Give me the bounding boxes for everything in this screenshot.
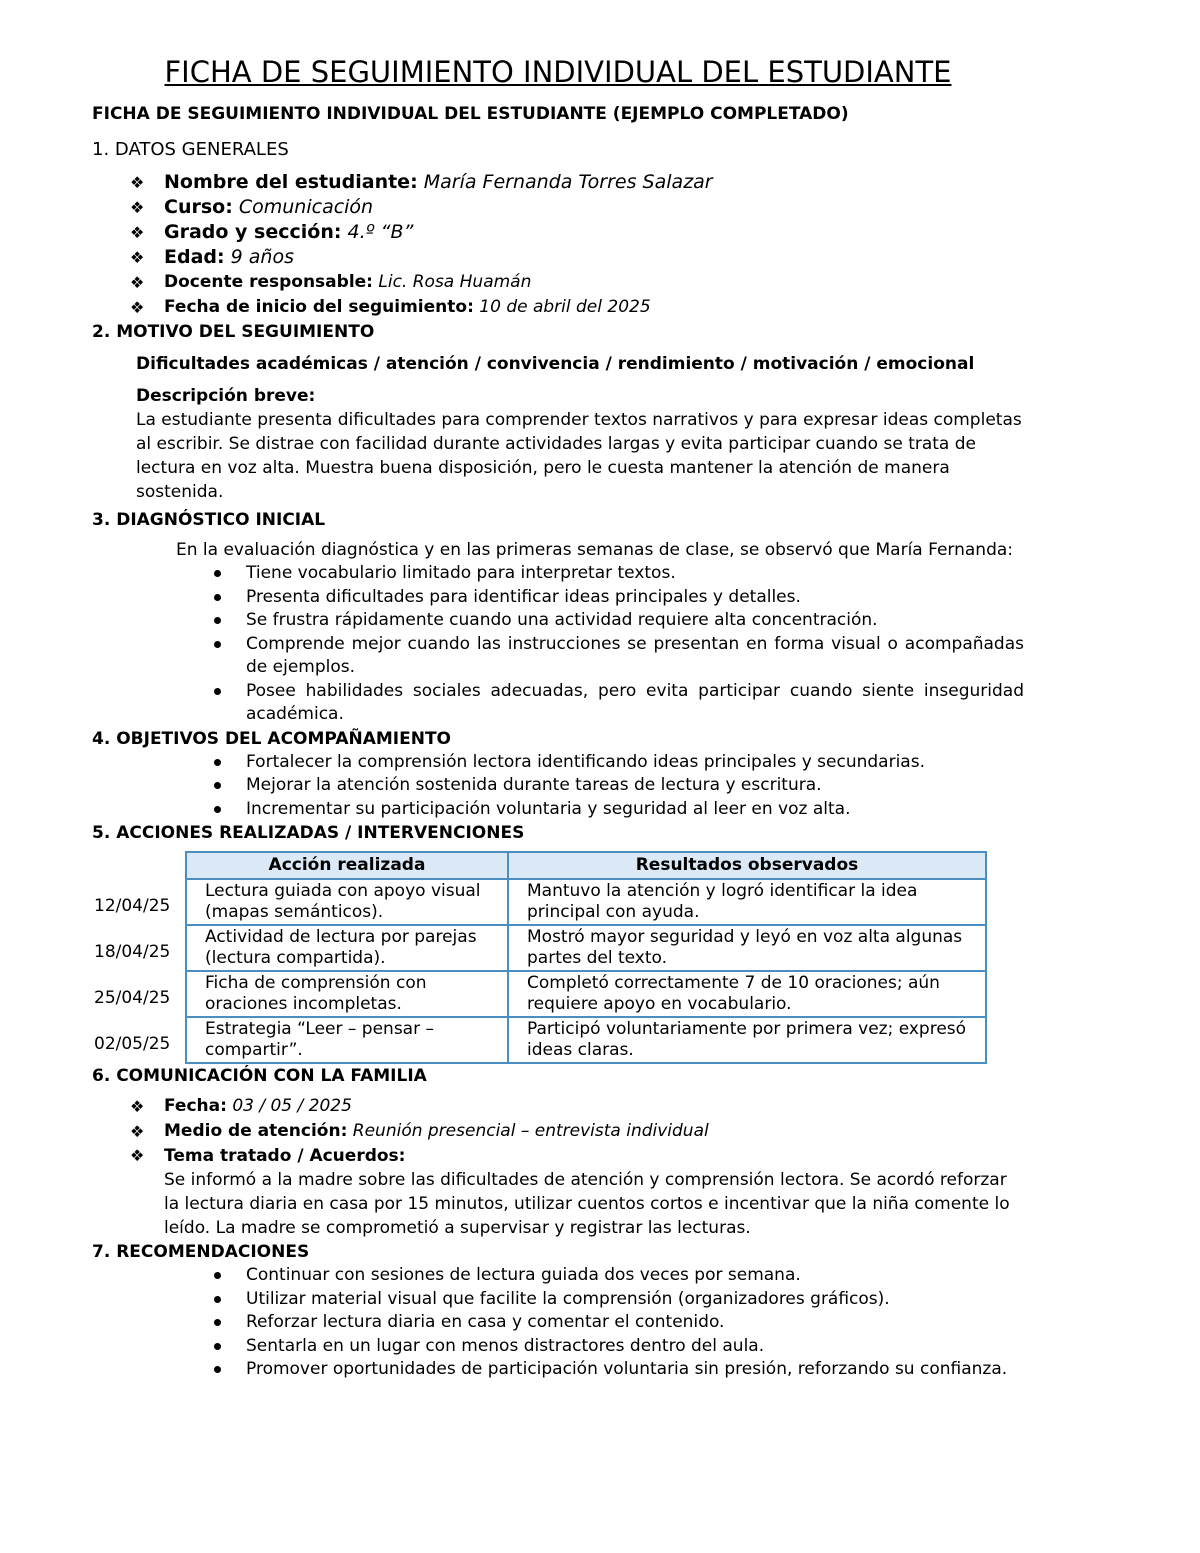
field-value: 4.º “B” xyxy=(347,221,414,243)
objetivos-list xyxy=(212,751,1024,822)
list-item-text: Comprende mejor cuando las instrucciones se presentan en forma visual o acompañadas de ejemplos. xyxy=(246,633,1024,677)
diamond-bullet-icon: ❖ xyxy=(130,248,145,267)
diamond-bullet-icon: ❖ xyxy=(130,173,145,192)
row-accion: Estrategia “Leer – pensar – compartir”. xyxy=(186,1017,508,1063)
descripcion-label: Descripción breve: xyxy=(136,386,316,406)
bullet-icon xyxy=(214,1272,221,1279)
acuerdos-text: Se informó a la madre sobre las dificultades de atención y comprensión lectora. Se acordó reforzar la lectura diaria en casa por 15 minutos, utilizar cuentos cortos e incentivar que la niña comente lo leído. La madre se comprometió a supervisar y registrar las lecturas. xyxy=(164,1170,1010,1238)
list-item-text: Reforzar lectura diaria en casa y comentar el contenido. xyxy=(246,1312,725,1332)
list-item xyxy=(212,751,1024,775)
bullet-icon xyxy=(214,688,221,695)
list-item xyxy=(212,680,1024,727)
acciones-table xyxy=(92,851,987,1064)
field-label: Fecha: xyxy=(164,1096,227,1116)
list-item xyxy=(212,774,1024,798)
field-label: Grado y sección: xyxy=(164,221,342,243)
row-accion: Lectura guiada con apoyo visual (mapas semánticos). xyxy=(186,879,508,925)
section-heading-datos: 1. DATOS GENERALES xyxy=(92,139,289,160)
recomendaciones-list xyxy=(212,1264,1024,1382)
row-accion: Ficha de comprensión con oraciones incompletas. xyxy=(186,971,508,1017)
bullet-icon xyxy=(214,759,221,766)
document-subtitle: FICHA DE SEGUIMIENTO INDIVIDUAL DEL ESTUDIANTE (EJEMPLO COMPLETADO) xyxy=(92,104,849,124)
list-item xyxy=(130,295,1024,320)
diamond-bullet-icon: ❖ xyxy=(130,198,145,217)
field-label: Edad: xyxy=(164,246,225,268)
list-item xyxy=(130,195,1024,220)
diamond-bullet-icon: ❖ xyxy=(130,223,145,242)
document-page xyxy=(92,52,1024,1382)
row-resultado: Mantuvo la atención y logró identificar la idea principal con ayuda. xyxy=(508,879,986,925)
list-item-text: Utilizar material visual que facilite la comprensión (organizadores gráficos). xyxy=(246,1288,890,1309)
field-value: 03 / 05 / 2025 xyxy=(232,1096,352,1116)
list-item xyxy=(212,1311,1024,1335)
list-item-text: Promover oportunidades de participación voluntaria sin presión, reforzando su confianza. xyxy=(246,1359,1008,1379)
list-item-text: Mejorar la atención sostenida durante tareas de lectura y escritura. xyxy=(246,775,822,795)
list-item xyxy=(130,270,1024,295)
row-date: 18/04/25 xyxy=(94,941,171,962)
row-date: 25/04/25 xyxy=(94,987,171,1008)
diamond-bullet-icon: ❖ xyxy=(130,1122,145,1141)
field-label: Curso: xyxy=(164,196,233,218)
table-corner xyxy=(92,852,186,879)
row-resultado: Mostró mayor seguridad y leyó en voz alta algunas partes del texto. xyxy=(508,925,986,971)
field-label: Nombre del estudiante: xyxy=(164,171,418,193)
motivo-categorias: Dificultades académicas / atención / convivencia / rendimiento / motivación / emocional xyxy=(136,354,975,374)
list-item xyxy=(130,1119,1024,1144)
list-item-text: Incrementar su participación voluntaria y seguridad al leer en voz alta. xyxy=(246,798,851,819)
field-label: Tema tratado / Acuerdos: xyxy=(164,1146,406,1166)
diamond-bullet-icon: ❖ xyxy=(130,273,145,292)
document-title: FICHA DE SEGUIMIENTO INDIVIDUAL DEL ESTUDIANTE xyxy=(164,55,952,89)
field-label: Fecha de inicio del seguimiento: xyxy=(164,297,474,317)
table-row xyxy=(92,1017,986,1063)
field-label: Medio de atención: xyxy=(164,1121,348,1141)
section-heading-acciones: 5. ACCIONES REALIZADAS / INTERVENCIONES xyxy=(92,823,525,843)
section-heading-recomendaciones: 7. RECOMENDACIONES xyxy=(92,1242,310,1262)
descripcion-text: La estudiante presenta dificultades para comprender textos narrativos y para expresar ideas completas al escribir. Se distrae con facilidad durante actividades largas y evita participar cuando se trata de lectura en voz alta. Muestra buena disposición, pero le cuesta mantener la atención de manera sostenida. xyxy=(136,410,1022,502)
column-header-resultado: Resultados observados xyxy=(508,852,986,879)
field-value: Lic. Rosa Huamán xyxy=(378,272,532,292)
field-value: Comunicación xyxy=(238,196,374,218)
table-row xyxy=(92,971,986,1017)
familia-list xyxy=(130,1094,1024,1240)
table-row xyxy=(92,879,986,925)
section-heading-objetivos: 4. OBJETIVOS DEL ACOMPAÑAMIENTO xyxy=(92,728,451,749)
bullet-icon xyxy=(214,594,221,601)
list-item-text: Posee habilidades sociales adecuadas, pero evita participar cuando siente inseguridad académica. xyxy=(246,680,1024,724)
section-heading-familia: 6. COMUNICACIÓN CON LA FAMILIA xyxy=(92,1066,427,1086)
list-item xyxy=(130,1094,1024,1119)
list-item xyxy=(212,1288,1024,1312)
list-item xyxy=(130,170,1024,195)
bullet-icon xyxy=(214,782,221,789)
diamond-bullet-icon: ❖ xyxy=(130,298,145,317)
list-item xyxy=(212,562,1024,586)
table-header-row xyxy=(92,852,986,879)
list-item xyxy=(130,1144,1024,1240)
field-value: 10 de abril del 2025 xyxy=(479,297,651,317)
section-heading-motivo: 2. MOTIVO DEL SEGUIMIENTO xyxy=(92,322,375,342)
bullet-icon xyxy=(214,617,221,624)
list-item xyxy=(212,1358,1024,1382)
list-item xyxy=(212,609,1024,633)
list-item-text: Presenta dificultades para identificar ideas principales y detalles. xyxy=(246,586,801,607)
row-date: 02/05/25 xyxy=(94,1033,171,1054)
field-value: 9 años xyxy=(230,246,294,268)
list-item xyxy=(130,245,1024,270)
column-header-accion: Acción realizada xyxy=(186,852,508,879)
list-item-text: Tiene vocabulario limitado para interpretar textos. xyxy=(246,563,676,583)
list-item xyxy=(212,586,1024,610)
list-item-text: Continuar con sesiones de lectura guiada dos veces por semana. xyxy=(246,1265,801,1285)
list-item xyxy=(130,220,1024,245)
row-resultado: Completó correctamente 7 de 10 oraciones; aún requiere apoyo en vocabulario. xyxy=(508,971,986,1017)
bullet-icon xyxy=(214,1366,221,1373)
list-item-text: Fortalecer la comprensión lectora identificando ideas principales y secundarias. xyxy=(246,751,925,772)
list-item-text: Se frustra rápidamente cuando una actividad requiere alta concentración. xyxy=(246,610,878,630)
list-item xyxy=(212,798,1024,822)
row-date: 12/04/25 xyxy=(94,895,171,916)
bullet-icon xyxy=(214,641,221,648)
datos-list-2 xyxy=(130,270,1024,320)
list-item xyxy=(212,633,1024,680)
diagnostico-list xyxy=(212,562,1024,727)
row-resultado: Participó voluntariamente por primera vez; expresó ideas claras. xyxy=(508,1017,986,1063)
field-value: María Fernanda Torres Salazar xyxy=(423,171,713,193)
list-item xyxy=(212,1264,1024,1288)
bullet-icon xyxy=(214,570,221,577)
datos-list xyxy=(130,170,1024,270)
bullet-icon xyxy=(214,1319,221,1326)
field-label: Docente responsable: xyxy=(164,272,373,292)
diamond-bullet-icon: ❖ xyxy=(130,1146,145,1165)
field-value: Reunión presencial – entrevista individual xyxy=(352,1121,709,1141)
list-item xyxy=(212,1335,1024,1359)
bullet-icon xyxy=(214,806,221,813)
diamond-bullet-icon: ❖ xyxy=(130,1097,145,1116)
diagnostico-intro: En la evaluación diagnóstica y en las primeras semanas de clase, se observó que María Fernanda: xyxy=(176,540,1014,560)
table-row xyxy=(92,925,986,971)
bullet-icon xyxy=(214,1343,221,1350)
row-accion: Actividad de lectura por parejas (lectura compartida). xyxy=(186,925,508,971)
section-heading-diagnostico: 3. DIAGNÓSTICO INICIAL xyxy=(92,510,326,530)
list-item-text: Sentarla en un lugar con menos distractores dentro del aula. xyxy=(246,1335,765,1356)
bullet-icon xyxy=(214,1296,221,1303)
